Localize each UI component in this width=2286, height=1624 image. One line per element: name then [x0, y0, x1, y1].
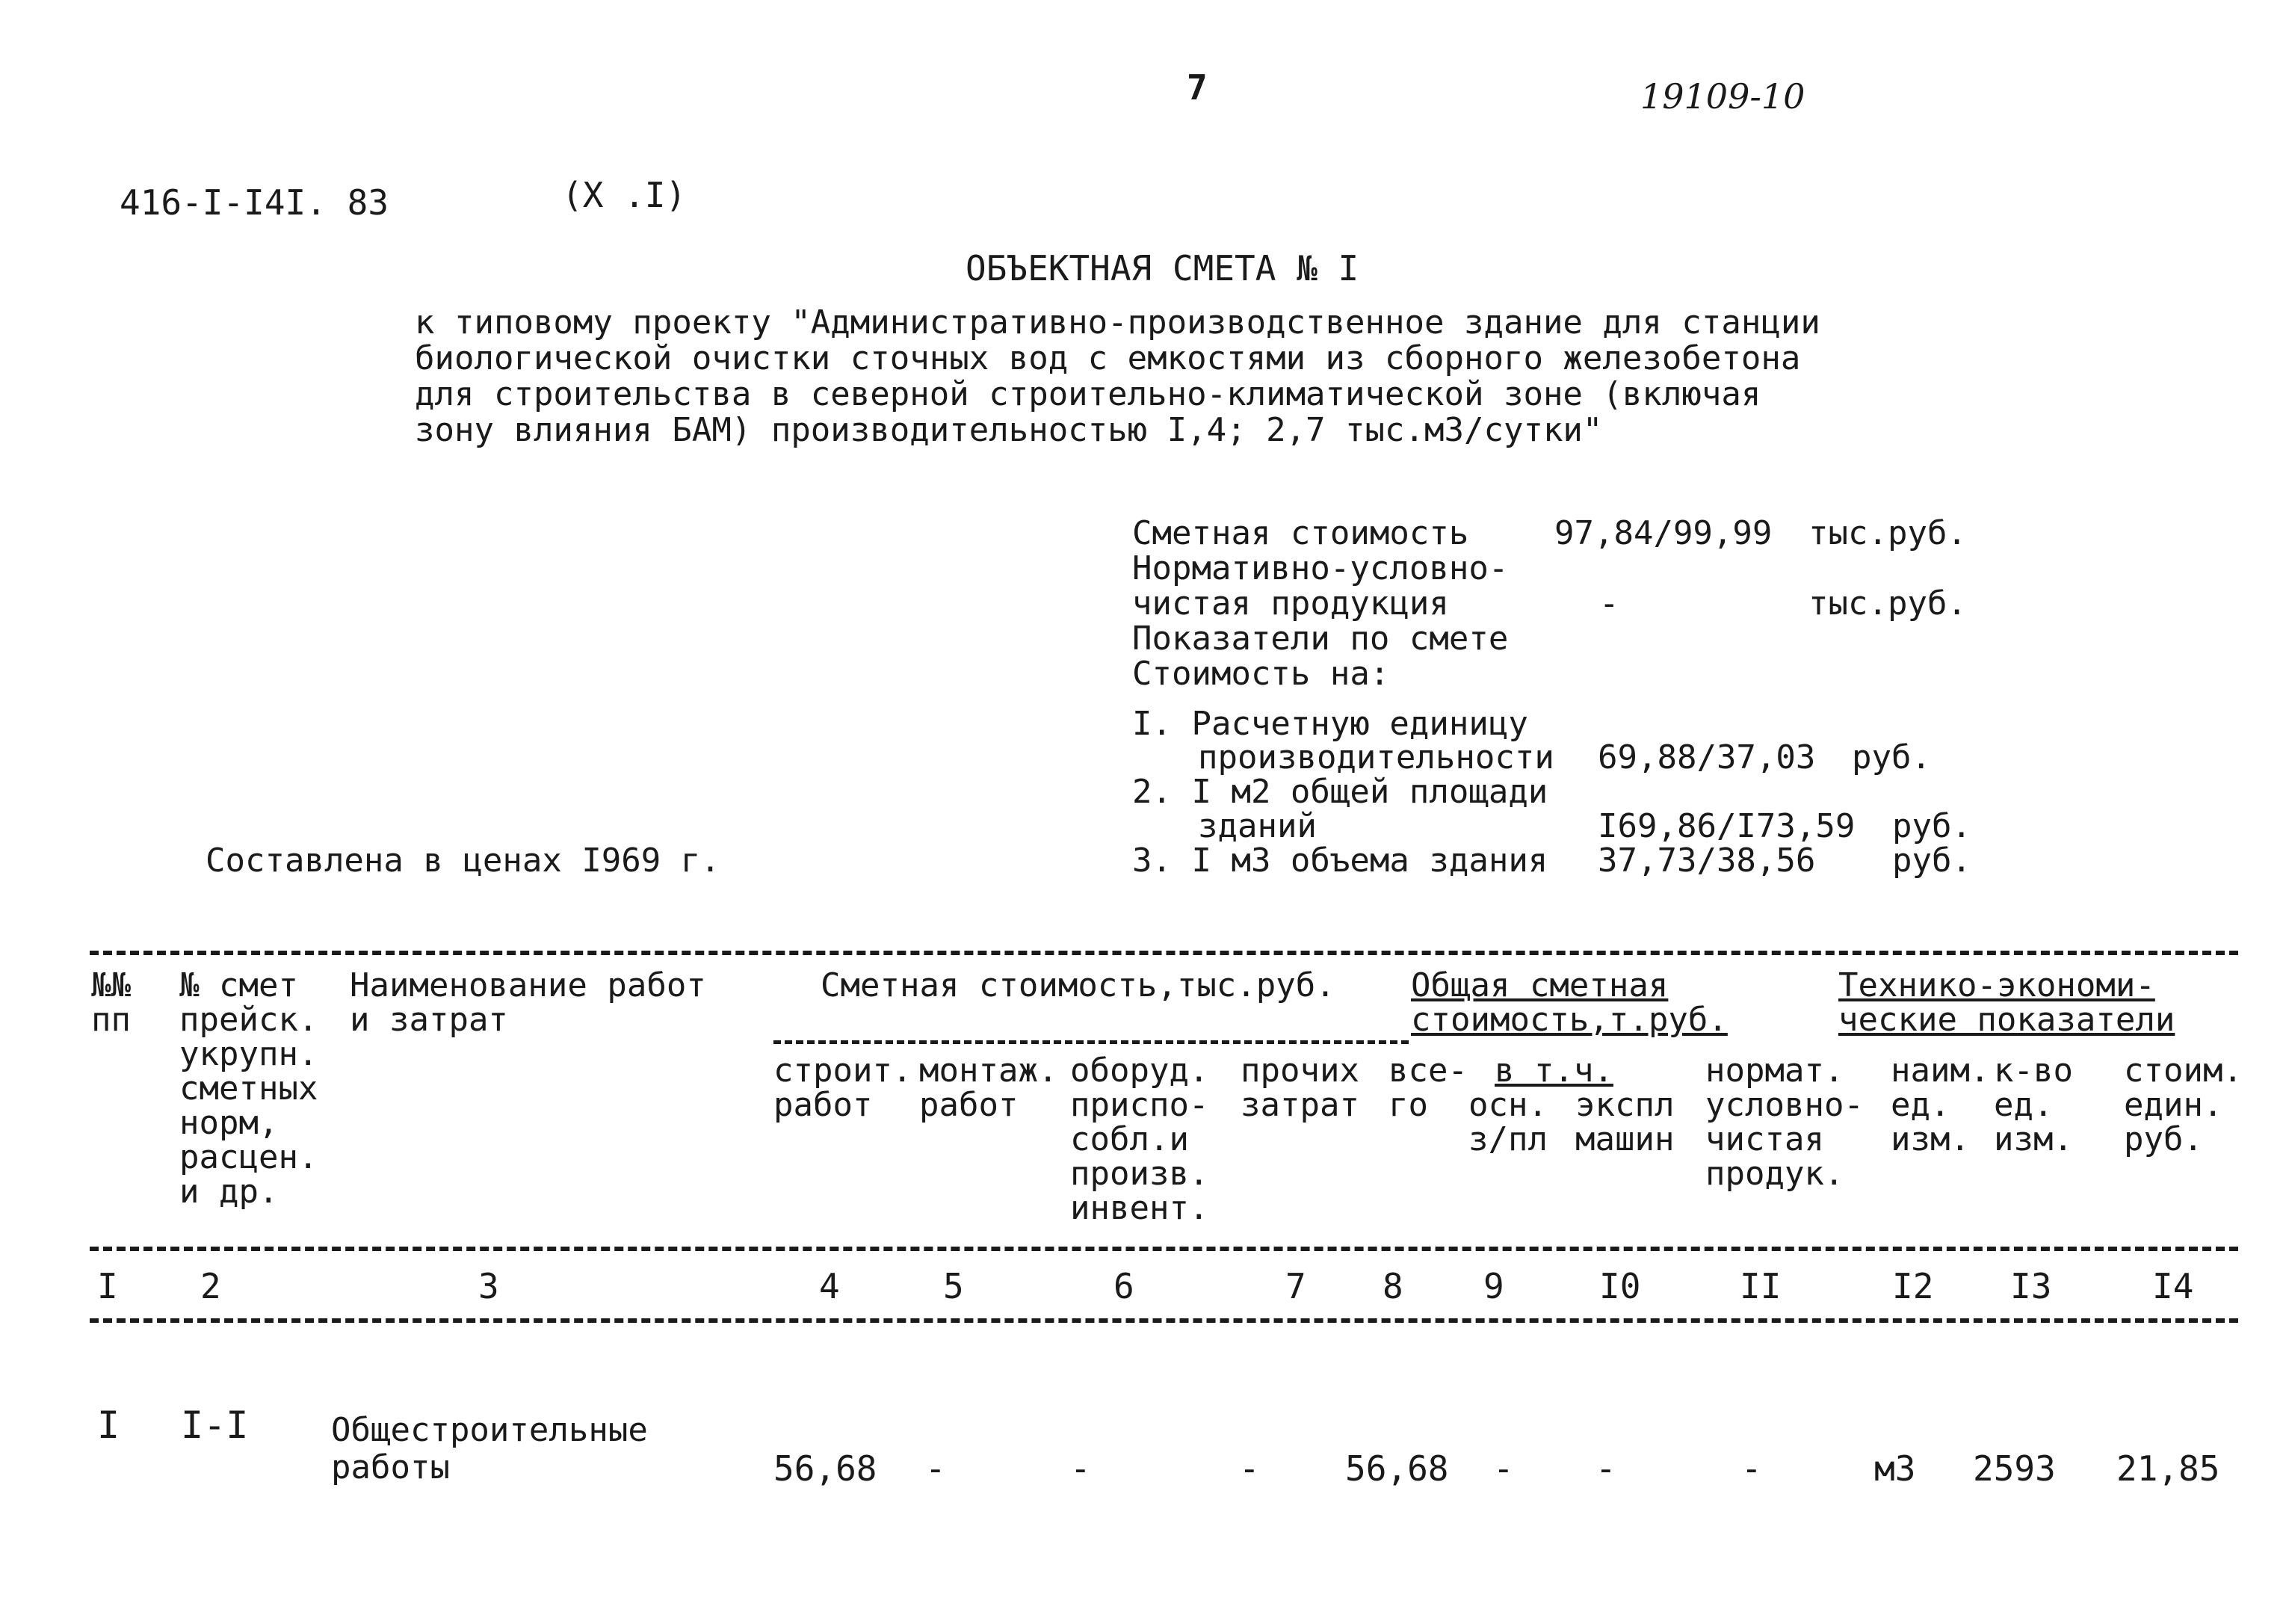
- row-salary: -: [1493, 1448, 1514, 1489]
- row-net-product: -: [1741, 1448, 1762, 1489]
- product-label: чистая продукция: [1132, 584, 1449, 623]
- row-installation-cost: -: [925, 1448, 946, 1489]
- indicator-3-label: 3. I м3 объема здания: [1132, 842, 1548, 880]
- handwritten-number: 19109-10: [1640, 76, 1805, 117]
- header-col-2: № смет прейск. укрупн. сметных норм, расцен. и др.: [179, 966, 318, 1211]
- row-reference: I-I: [181, 1404, 249, 1447]
- row-quantity: 2593: [1973, 1448, 2056, 1489]
- column-number: I2: [1892, 1266, 1934, 1306]
- column-number: I: [97, 1266, 118, 1306]
- row-other-cost: -: [1239, 1448, 1260, 1489]
- column-number: I4: [2152, 1266, 2194, 1306]
- header-col-14: стоим. един. руб.: [2124, 1052, 2243, 1158]
- column-number: II: [1740, 1266, 1782, 1306]
- header-col-11: нормат. условно- чистая продук.: [1705, 1052, 1864, 1193]
- prices-note: Составлена в ценах I969 г.: [206, 842, 720, 880]
- indicator-2-label: зданий: [1198, 807, 1317, 845]
- product-unit: тыс.руб.: [1808, 584, 1967, 623]
- column-number: 2: [200, 1266, 221, 1306]
- page-number: 7: [1187, 67, 1208, 108]
- row-unit-cost: 21,85: [2116, 1448, 2220, 1489]
- subtitle-line: к типовому проекту "Административно-производственное здание для станции: [415, 303, 1820, 342]
- project-code: 416-I-I4I. 83: [120, 182, 389, 223]
- header-col-7: прочих затрат: [1241, 1052, 1359, 1124]
- header-col-8: все- го: [1388, 1052, 1468, 1124]
- header-group-cost: Сметная стоимость,тыс.руб.: [821, 966, 1335, 1004]
- cost-per-label: Стоимость на:: [1132, 655, 1390, 693]
- column-number: 5: [943, 1266, 964, 1306]
- indicator-1-value: 69,88/37,03: [1598, 738, 1816, 777]
- table-rule-top: [90, 951, 2238, 955]
- row-construction-cost: 56,68: [773, 1448, 877, 1489]
- row-number: I: [97, 1404, 120, 1447]
- column-number: 7: [1285, 1266, 1306, 1306]
- header-col-4: строит. работ: [773, 1052, 912, 1124]
- volume-label: (X .I): [562, 175, 687, 215]
- cost-unit: тыс.руб.: [1808, 514, 1967, 552]
- row-total-cost: 56,68: [1345, 1448, 1449, 1489]
- subtitle-line: для строительства в северной строительно-климатической зоне (включая: [415, 375, 1761, 413]
- column-number: 6: [1113, 1266, 1134, 1306]
- indicator-3-unit: руб.: [1892, 842, 1971, 880]
- row-unit-name: м3: [1874, 1448, 1916, 1489]
- column-number: I3: [2010, 1266, 2052, 1306]
- cost-label: Сметная стоимость: [1132, 514, 1469, 552]
- indicator-3-value: 37,73/38,56: [1598, 842, 1816, 880]
- header-group-tech: Технико-экономи- ческие показатели: [1838, 966, 2175, 1039]
- indicator-2-unit: руб.: [1892, 807, 1971, 845]
- column-number: 8: [1383, 1266, 1403, 1306]
- header-col-6: оборуд. приспо- собл.и произв. инвент.: [1070, 1052, 1209, 1227]
- document-title: ОБЪЕКТНАЯ СМЕТА № I: [966, 248, 1359, 288]
- subtitle-line: зону влияния БАМ) производительностью I,4; 2,7 тыс.м3/сутки": [415, 411, 1603, 449]
- row-name: работы: [331, 1448, 450, 1486]
- column-number: 4: [819, 1266, 840, 1306]
- header-group-cost-rule: [773, 1040, 1409, 1044]
- indicator-2-label: 2. I м2 общей площади: [1132, 773, 1548, 811]
- header-col-13: к-во ед. изм.: [1994, 1052, 2073, 1158]
- header-col-9-group: в т.ч.: [1495, 1052, 1613, 1090]
- indicator-1-label: I. Расчетную единицу: [1132, 705, 1528, 743]
- row-equipment-cost: -: [1070, 1448, 1091, 1489]
- product-value: -: [1599, 584, 1619, 623]
- subtitle-line: биологической очистки сточных вод с емкостями из сборного железобетона: [415, 339, 1801, 377]
- column-number: 3: [478, 1266, 499, 1306]
- table-rule-header-bottom: [90, 1247, 2238, 1251]
- header-col-12: наим. ед. изм.: [1891, 1052, 1990, 1158]
- row-machines: -: [1595, 1448, 1616, 1489]
- indicator-1-unit: руб.: [1852, 738, 1931, 777]
- row-name: Общестроительные: [331, 1411, 648, 1449]
- column-number: 9: [1483, 1266, 1504, 1306]
- header-col-3: Наименование работ и затрат: [350, 966, 706, 1039]
- product-label: Нормативно-условно-: [1132, 549, 1509, 587]
- cost-value: 97,84/99,99: [1554, 514, 1773, 552]
- header-col-10: экспл машин: [1575, 1086, 1675, 1158]
- header-group-total: Общая сметная стоимость,т.руб.: [1411, 966, 1728, 1039]
- indicators-label: Показатели по смете: [1132, 620, 1509, 658]
- column-number: I0: [1599, 1266, 1641, 1306]
- indicator-1-label: производительности: [1198, 738, 1554, 777]
- indicator-2-value: I69,86/I73,59: [1598, 807, 1856, 845]
- header-col-9: осн. з/пл: [1468, 1086, 1548, 1158]
- header-col-1: №№ пп: [91, 966, 131, 1039]
- table-rule-numbers-bottom: [90, 1318, 2238, 1323]
- header-col-5: монтаж. работ: [919, 1052, 1058, 1124]
